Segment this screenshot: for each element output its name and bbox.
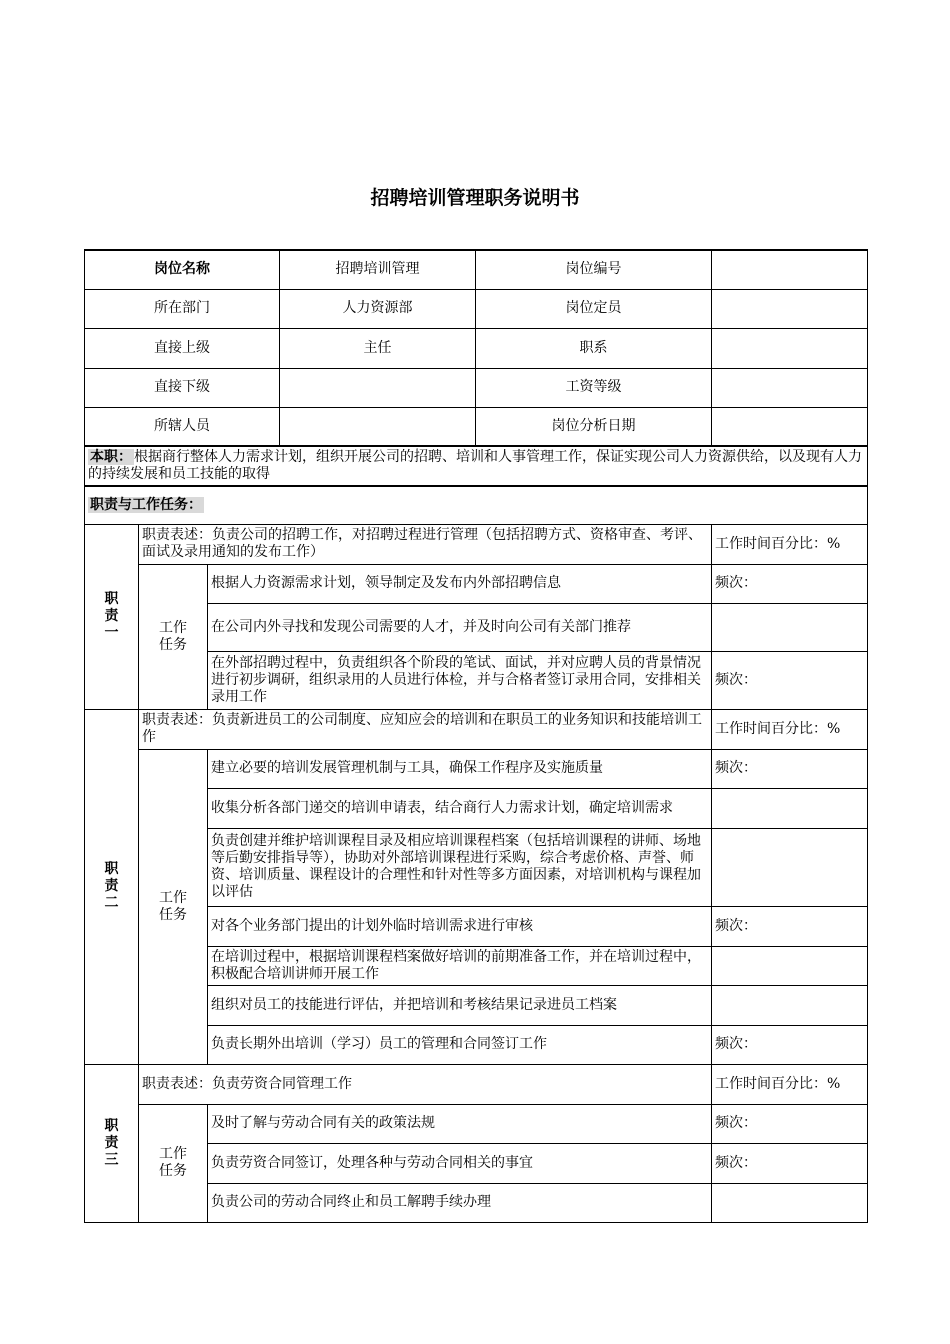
task-frequency (712, 946, 868, 985)
value-salary-grade (712, 368, 868, 407)
task-frequency: 频次： (712, 1143, 868, 1183)
header-row (85, 407, 868, 446)
duty-2-label (85, 709, 139, 1064)
duty-desc-row (85, 1064, 868, 1104)
value-direct-superior: 主任 (280, 328, 476, 368)
duty-2-desc-label: 职责表述： (142, 712, 212, 728)
value-department: 人力资源部 (280, 289, 476, 328)
header-row (85, 328, 868, 368)
duty-3-label (85, 1064, 139, 1222)
task-frequency (712, 788, 868, 828)
task-text: 负责长期外出培训（学习）员工的管理和合同签订工作 (208, 1025, 712, 1064)
duty-3-task-label (139, 1104, 208, 1222)
task-text: 建立必要的培训发展管理机制与工具，确保工作程序及实施质量 (208, 749, 712, 788)
duty-3-desc-label: 职责表述： (142, 1075, 212, 1092)
task-frequency: 频次： (712, 1025, 868, 1064)
label-headcount: 岗位定员 (476, 289, 712, 328)
duty-3-desc-text: 负责劳资合同管理工作 (212, 1075, 352, 1092)
task-text: 负责公司的劳动合同终止和员工解聘手续办理 (208, 1183, 712, 1222)
duty-1-label (85, 524, 139, 709)
task-text: 根据人力资源需求计划，领导制定及发布内外部招聘信息 (208, 564, 712, 603)
value-position-name: 招聘培训管理 (280, 250, 476, 289)
task-frequency: 频次： (712, 906, 868, 946)
duty-1-desc-label: 职责表述： (142, 527, 212, 543)
task-label: 工作任务 (159, 889, 187, 923)
duty-2-desc-text: 负责新进员工的公司制度、应知应会的培训和在职员工的业务知识和技能培训工作 (142, 712, 702, 745)
header-row (85, 250, 868, 289)
task-label: 工作任务 (159, 619, 187, 653)
duties-heading-row (85, 486, 868, 524)
task-text: 收集分析各部门递交的培训申请表，结合商行人力需求计划，确定培训需求 (208, 788, 712, 828)
document-title: 招聘培训管理职务说明书 (370, 187, 580, 209)
duty-3-name: 职责三 (104, 1117, 119, 1168)
task-text: 在培训过程中，根据培训课程档案做好培训的前期准备工作，并在培训过程中，积极配合培训讲师开展工作 (208, 946, 712, 985)
duty-desc-row (85, 709, 868, 749)
duty-3-percent: 工作时间百分比：% (712, 1064, 868, 1104)
value-direct-subordinate (280, 368, 476, 407)
task-text: 组织对员工的技能进行评估，并把培训和考核结果记录进员工档案 (208, 985, 712, 1025)
task-frequency (712, 985, 868, 1025)
duty-2-name: 职责二 (104, 861, 119, 911)
header-row (85, 368, 868, 407)
task-text: 在外部招聘过程中，负责组织各个阶段的笔试、面试，并对应聘人员的背景情况进行初步调研，组织录用的人员进行体检，并与合格者签订录用合同，安排相关录用工作 (208, 651, 712, 709)
duty-1-name: 职责一 (104, 591, 119, 641)
duty-1-desc-text: 负责公司的招聘工作，对招聘过程进行管理（包括招聘方式、资格审查、考评、面试及录用通知的发布工作） (142, 527, 702, 560)
task-text: 在公司内外寻找和发现公司需要的人才，并及时向公司有关部门推荐 (208, 603, 712, 651)
label-department: 所在部门 (85, 289, 280, 328)
task-row (85, 564, 868, 603)
duty-1-task-label (139, 564, 208, 709)
task-frequency: 频次： (712, 749, 868, 788)
value-position-number (712, 250, 868, 289)
duty-desc-row (85, 524, 868, 564)
task-label: 工作任务 (159, 1146, 187, 1179)
value-staff-under (280, 407, 476, 446)
label-salary-grade: 工资等级 (476, 368, 712, 407)
duty-1-description (139, 524, 712, 564)
task-frequency: 频次： (712, 651, 868, 709)
label-direct-subordinate: 直接下级 (85, 368, 280, 407)
duty-2-task-label (139, 749, 208, 1064)
duties-heading: 职责与工作任务： (90, 496, 202, 513)
task-text: 负责创建并维护培训课程目录及相应培训课程档案（包括培训课程的讲师、场地等后勤安排指导等），协助对外部培训课程进行采购，综合考虑价格、声誉、师资、培训质量、课程设计的合理性和针对性等多方面因素，对培训机构与课程加以评估 (208, 828, 712, 906)
task-row (85, 1104, 868, 1143)
task-frequency: 频次： (712, 1104, 868, 1143)
duty-3-description (139, 1064, 712, 1104)
duty-2-percent: 工作时间百分比：% (712, 709, 868, 749)
duty-1-percent: 工作时间百分比：% (712, 524, 868, 564)
header-row (85, 289, 868, 328)
duty-2-description (139, 709, 712, 749)
value-headcount (712, 289, 868, 328)
label-staff-under: 所辖人员 (85, 407, 280, 446)
label-job-family: 职系 (476, 328, 712, 368)
task-text: 对各个业务部门提出的计划外临时培训需求进行审核 (208, 906, 712, 946)
label-analysis-date: 岗位分析日期 (476, 407, 712, 446)
core-duty-label: 本职： (90, 449, 132, 465)
task-frequency: 频次： (712, 564, 868, 603)
task-frequency (712, 1183, 868, 1222)
task-row (85, 749, 868, 788)
value-analysis-date (712, 407, 868, 446)
label-position-number: 岗位编号 (476, 250, 712, 289)
value-job-family (712, 328, 868, 368)
task-frequency (712, 603, 868, 651)
task-text: 及时了解与劳动合同有关的政策法规 (208, 1104, 712, 1143)
label-position-name: 岗位名称 (85, 250, 280, 289)
core-duty-row (85, 446, 868, 486)
core-duty-text: 根据商行整体人力需求计划，组织开展公司的招聘、培训和人事管理工作，保证实现公司人力资源供给，以及现有人力的持续发展和员工技能的取得 (88, 449, 862, 482)
task-text: 负责劳资合同签订，处理各种与劳动合同相关的事宜 (208, 1143, 712, 1183)
label-direct-superior: 直接上级 (85, 328, 280, 368)
task-frequency (712, 828, 868, 906)
job-description-table (84, 249, 868, 1223)
